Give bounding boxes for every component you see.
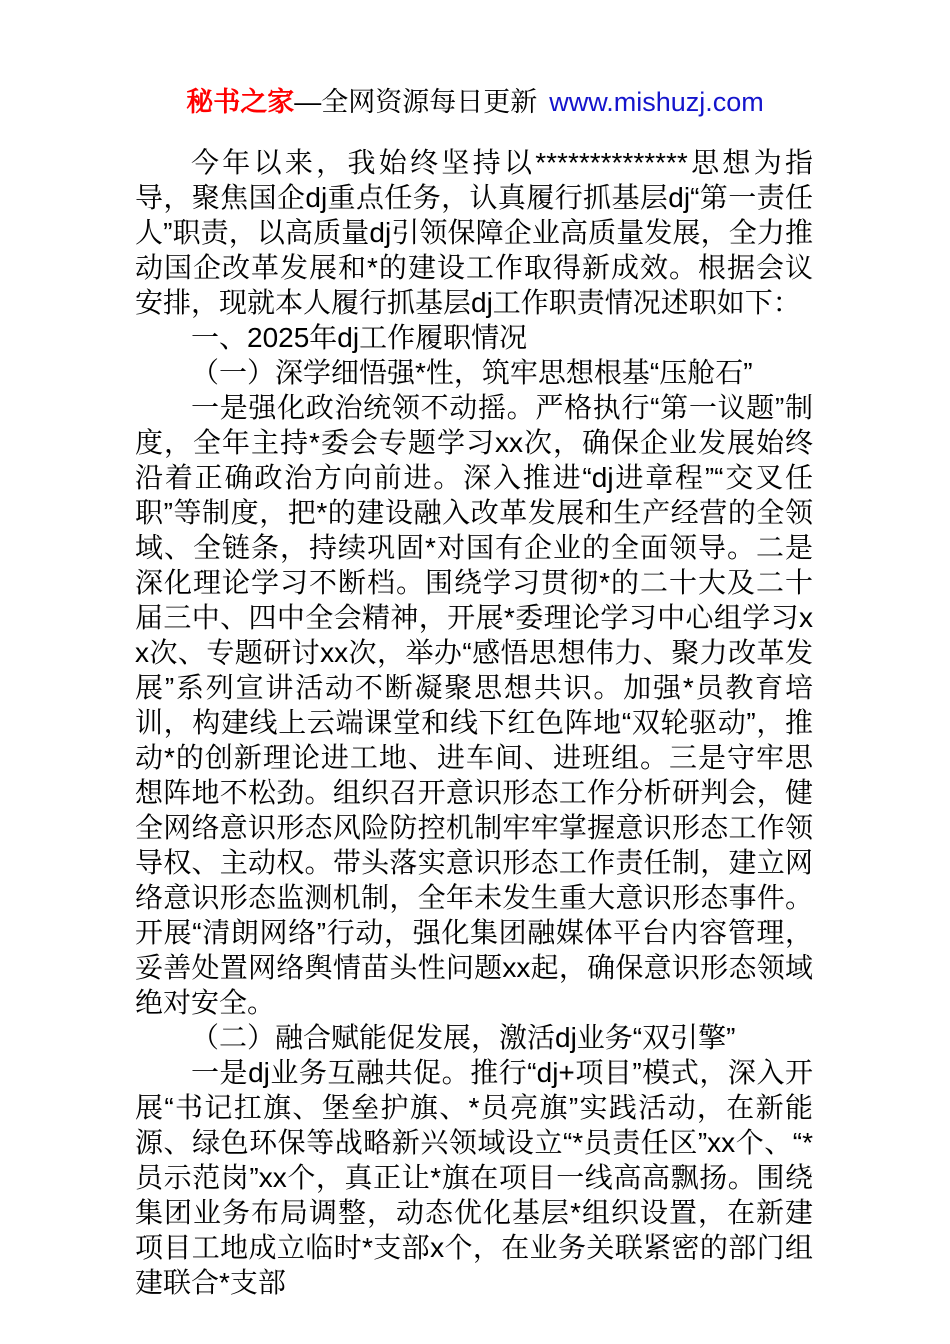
site-tagline: —全网资源每日更新 — [294, 87, 538, 117]
paragraph-intro: 今年以来，我始终坚持以**************思想为指导，聚焦国企dj重点任务，认真履行抓基层dj“第一责任人”职责，以高质量dj引领保障企业高质量发展，全力推动国企改革发展和*的建设工作取得新成效。根据会议安排，现就本人履行抓基层dj工作职责情况述职如下： — [135, 147, 813, 318]
paragraph-subsection-1-2: 一是dj业务互融共促。推行“dj+项目”模式，深入开展“书记扛旗、堡垒护旗、*员亮旗”实践活动，在新能源、绿色环保等战略新兴领域设立“*员责任区”xx个、“*员示范岗”xx个，真正让*旗在项目一线高高飘扬。围绕集团业务布局调整，动态优化基层*组织设置，在新建项目工地成立临时*支部x个，在业务关联紧密的部门组建联合*支部 — [135, 1057, 813, 1298]
site-url-link[interactable]: www.mishuzj.com — [549, 87, 764, 117]
paragraph-subsection-1-1: 一是强化政治统领不动摇。严格执行“第一议题”制度，全年主持*委会专题学习xx次，确保企业发展始终沿着正确政治方向前进。深入推进“dj进章程”“交叉任职”等制度，把*的建设融入改革发展和生产经营的全领域、全链条，持续巩固*对国有企业的全面领导。二是深化理论学习不断档。围绕学习贯彻*的二十大及二十届三中、四中全会精神，开展*委理论学习中心组学习xx次、专题研讨xx次，举办“感悟思想伟力、聚力改革发展”系列宣讲活动不断凝聚思想共识。加强*员教育培训，构建线上云端课堂和线下红色阵地“双轮驱动”，推动*的创新理论进工地、进车间、进班组。三是守牢思想阵地不松劲。组织召开意识形态工作分析研判会，健全网络意识形态风险防控机制牢牢掌握意识形态工作领导权、主动权。带头落实意识形态工作责任制，建立网络意识形态监测机制，全年未发生重大意识形态事件。开展“清朗网络”行动，强化集团融媒体平台内容管理，妥善处置网络舆情苗头性问题xx起，确保意识形态领域绝对安全。 — [135, 392, 813, 1018]
heading-subsection-1-1: （一）深学细悟强*性，筑牢思想根基“压舱石” — [191, 357, 753, 388]
site-brand: 秘书之家 — [186, 87, 295, 117]
heading-section-1: 一、2025年dj工作履职情况 — [191, 322, 528, 353]
site-header — [0, 84, 950, 120]
document-body — [135, 145, 813, 1300]
heading-subsection-1-2: （二）融合赋能促发展，激活dj业务“双引擎” — [191, 1022, 736, 1053]
